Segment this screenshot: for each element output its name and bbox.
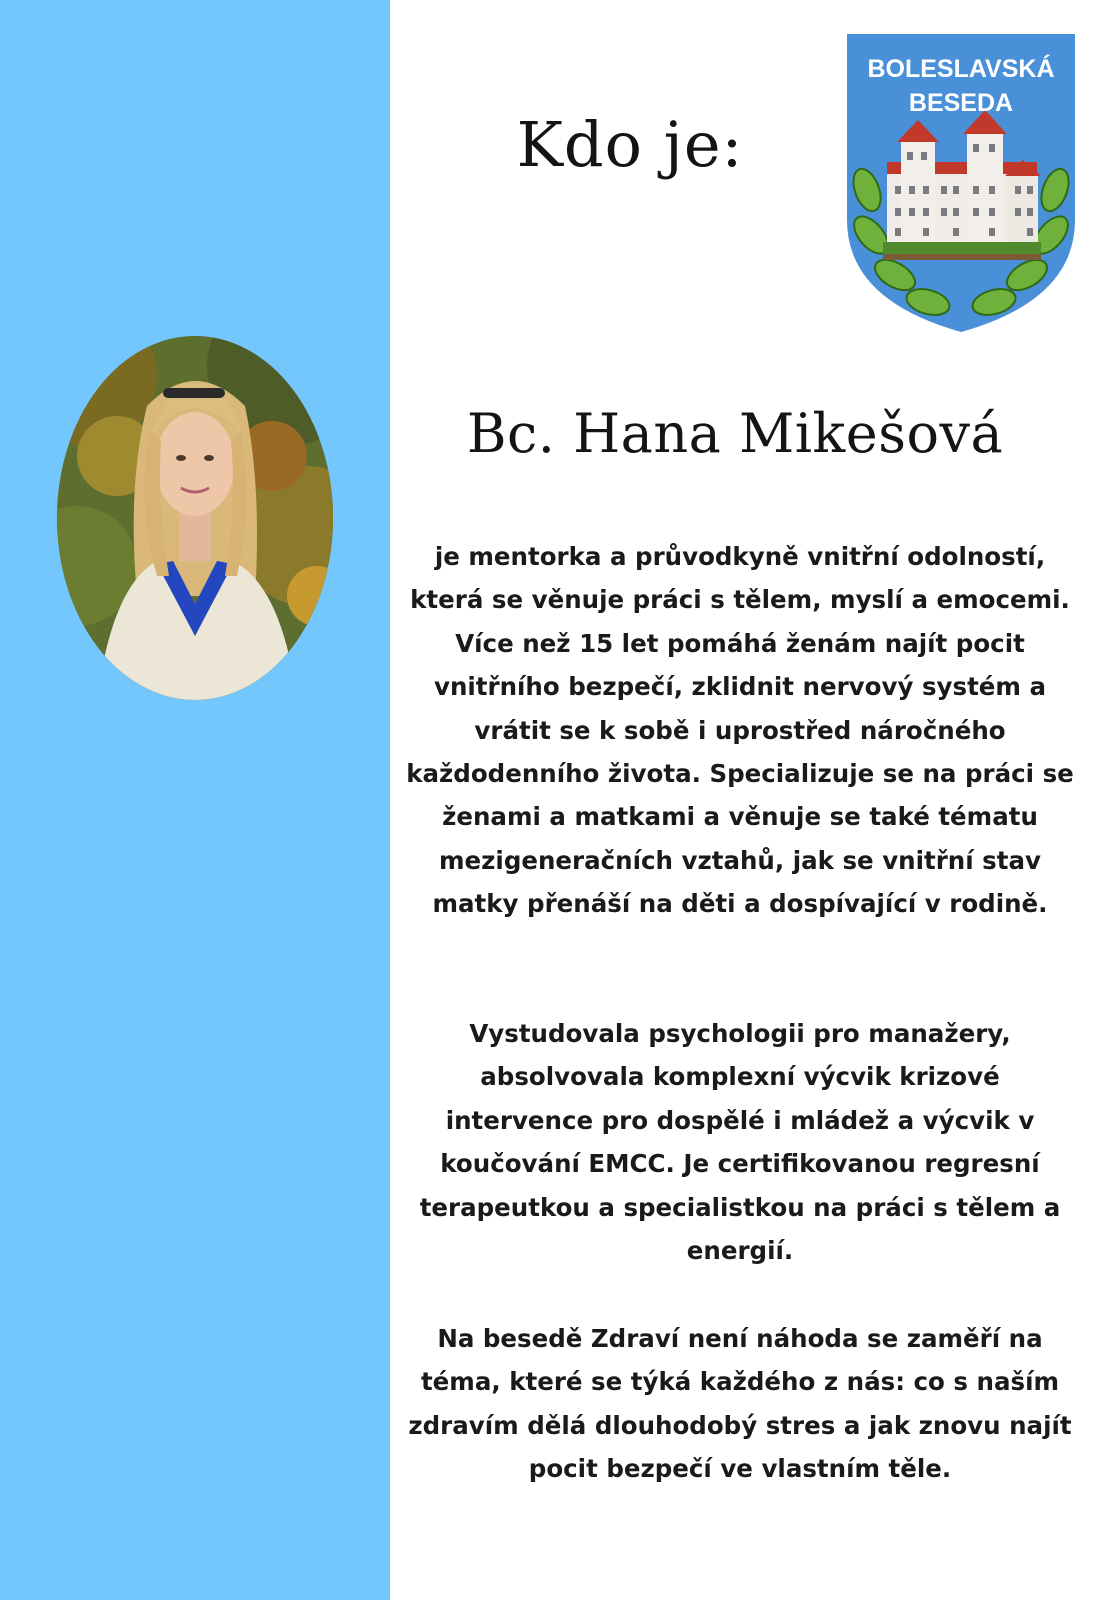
boleslavska-beseda-logo bbox=[843, 30, 1079, 336]
bio-paragraph-education: Vystudovala psychologii pro manažery, absolvovala komplexní výcvik krizové intervence pro dospělé i mládež a výcvik v koučování EMCC. Je certifikovanou regresní terapeutkou a specialistkou na práci s tělem a energií. bbox=[419, 1019, 1061, 1266]
page-heading: Kdo je: bbox=[516, 108, 744, 181]
portrait-photo bbox=[57, 336, 333, 700]
bio-paragraph-intro: je mentorka a průvodkyně vnitřní odolností, která se věnuje práci s tělem, myslí a emocemi. Více než 15 let pomáhá ženám najít pocit vnitřního bezpečí, zklidnit nervový systém a vrátit se k sobě i uprostřed náročného každodenního života. Specializuje se na práci se ženami a matkami a věnuje se také tématu mezigeneračních vztahů, jak se vnitřní stav matky přenáší na děti a dospívající v rodině. bbox=[406, 542, 1074, 919]
side-panel bbox=[0, 0, 390, 1600]
logo-title-line-1: BOLESLAVSKÁ bbox=[867, 55, 1055, 83]
person-name: Bc. Hana Mikešová bbox=[466, 402, 1004, 465]
logo-title-line-2: BESEDA bbox=[908, 89, 1014, 117]
portrait-illustration bbox=[57, 336, 333, 700]
bio-paragraph-talk: Na besedě Zdraví není náhoda se zaměří na téma, které se týká každého z nás: co s naším zdravím dělá dlouhodobý stres a jak znovu najít pocit bezpečí ve vlastním těle. bbox=[408, 1324, 1072, 1484]
